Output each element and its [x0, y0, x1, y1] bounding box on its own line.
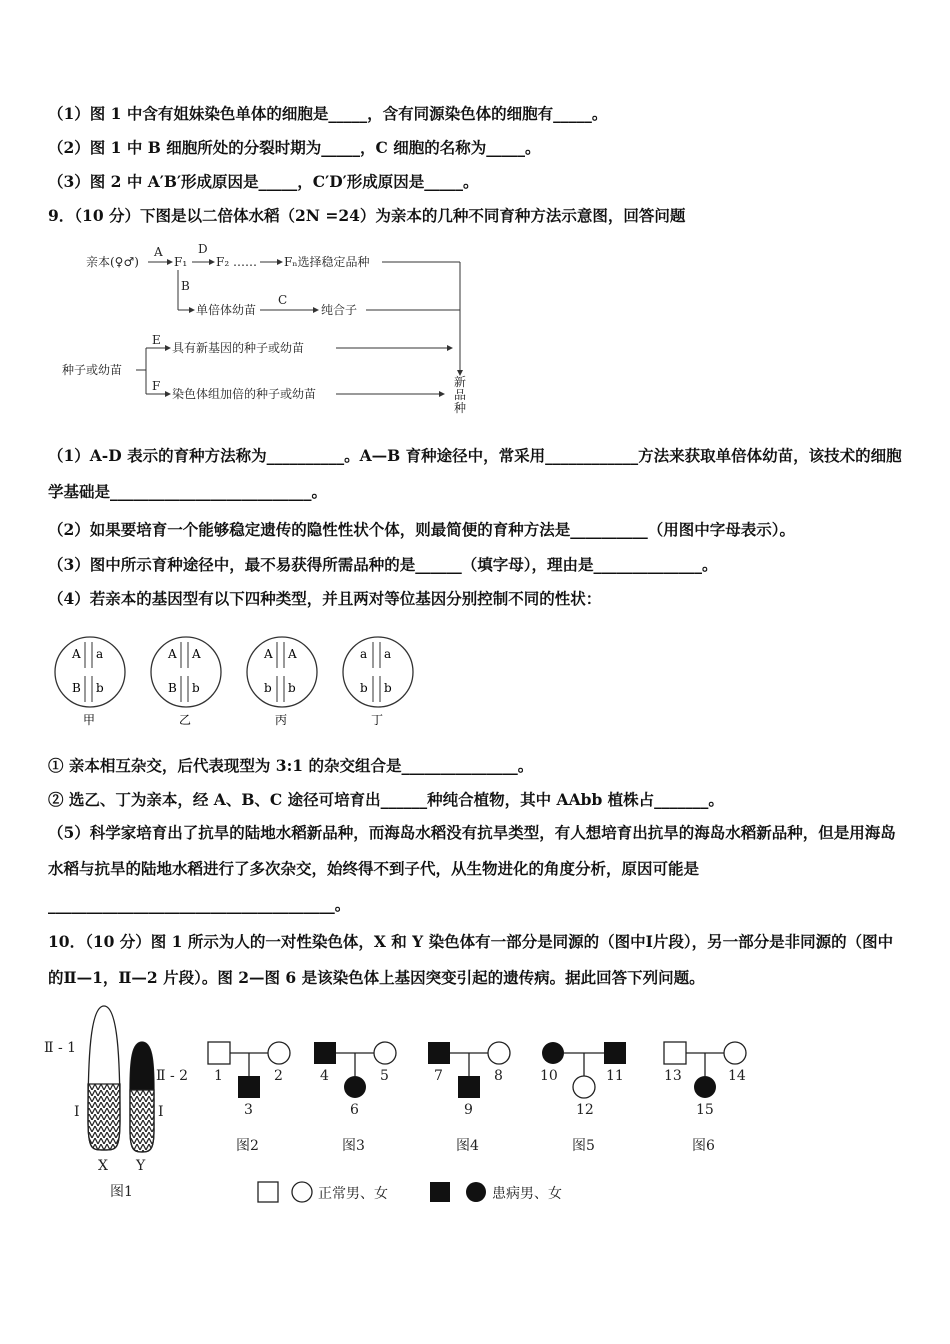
fig6-caption: 图6 [692, 1138, 715, 1154]
newvar-1: 新 [454, 375, 467, 389]
cell-yi [151, 637, 221, 727]
q9-sub1: ① 亲本相互杂交，后代表现型为 3:1 的杂交组合是_______________。 [48, 756, 534, 775]
fig6-child-num: 15 [696, 1102, 714, 1118]
label-b: B [181, 279, 190, 293]
cell-jia-bottom-right: b [96, 681, 104, 695]
q9-part5: （5）科学家培育出了抗旱的陆地水稻新品种，而海岛水稻没有抗旱类型，有人想培育出抗旱的海岛水稻新品种，但是用海岛水稻与抗旱的陆地水稻进行了多次杂交，始终得不到子代，从生物进化的角度分析，原因可能是_____________________________________。 [48, 823, 896, 914]
newvar-3: 种 [454, 401, 467, 415]
label-c: C [278, 293, 288, 307]
q8-part1: （1）图 1 中含有姐妹染色单体的细胞是_____，含有同源染色体的细胞有_____。 [48, 104, 608, 123]
fig1-i-right: Ⅰ [158, 1104, 164, 1120]
label-d: D [198, 242, 208, 256]
cell-jia-name: 甲 [83, 713, 96, 727]
fig2-father-num: 1 [214, 1068, 223, 1084]
pedigree-fig2 [208, 1042, 290, 1154]
cell-bing-bottom-right: b [288, 681, 296, 695]
q9-part1: （1）A-D 表示的育种方法称为__________。A—B 育种途径中，常采用____________方法来获取单倍体幼苗，该技术的细胞学基础是__________________________。 [48, 446, 902, 501]
pure-label: 纯合子 [321, 303, 358, 317]
fig3-father-num: 4 [320, 1068, 329, 1084]
pedigree-legend [258, 1182, 562, 1202]
cell-bing [247, 637, 317, 727]
q9-title: 9．（10 分）下图是以二倍体水稻（2N =24）为亲本的几种不同育种方法示意图，回答问题 [48, 206, 686, 225]
label-e: E [152, 333, 161, 347]
fig5-father-num: 10 [540, 1068, 558, 1084]
seed-label: 种子或幼苗 [62, 363, 123, 377]
fig4-child-num: 9 [464, 1102, 473, 1118]
cell-ding [343, 637, 413, 727]
fig5-caption: 图5 [572, 1138, 595, 1154]
f1-label: F₁ [174, 255, 188, 269]
cell-ding-top-right: a [384, 647, 392, 661]
fig2-child-num: 3 [244, 1102, 253, 1118]
q8-part3: （3）图 2 中 A′B′形成原因是_____，C′D′形成原因是_____。 [48, 172, 479, 191]
fig2-mother-num: 2 [274, 1068, 283, 1084]
fig4-mother-num: 8 [494, 1068, 503, 1084]
cell-jia-top-left: A [72, 647, 81, 661]
pedigree-fig4 [428, 1042, 510, 1154]
breeding-diagram [60, 240, 480, 420]
fig1-ii1: Ⅱ - 1 [44, 1040, 77, 1056]
pedigree-fig3 [314, 1042, 396, 1154]
cell-ding-name: 丁 [371, 713, 384, 727]
cell-bing-bottom-left: b [264, 681, 272, 695]
cell-yi-top-right: A [192, 647, 201, 661]
cell-yi-name: 乙 [179, 713, 192, 727]
q9-part2: （2）如果要培育一个能够稳定遗传的隐性性状个体，则最简便的育种方法是__________（用图中字母表示）。 [48, 520, 796, 539]
sex-chromosome-figure [44, 1000, 744, 1210]
legend-affected-label: 患病男、女 [492, 1186, 562, 1202]
cell-jia-bottom-left: B [72, 681, 81, 695]
cell-ding-bottom-right: b [384, 681, 392, 695]
newvar-2: 品 [454, 388, 467, 402]
cell-bing-top-right: A [288, 647, 297, 661]
q10-text: 10．（10 分）图 1 所示为人的一对性染色体，X 和 Y 染色体有一部分是同源的（图中Ⅰ片段），另一部分是非同源的（图中的Ⅱ—1，Ⅱ—2 片段）。图 2—图 6 是该染色体上基因突变引起的遗传病。据此回答下列问题。 [48, 932, 894, 987]
cell-yi-top-left: A [168, 647, 177, 661]
cell-ding-top-left: a [360, 647, 368, 661]
fig1-y: Y [136, 1158, 146, 1174]
fig5-mother-num: 11 [606, 1068, 624, 1084]
f2-label: F₂ …… [216, 255, 257, 269]
fig3-caption: 图3 [342, 1138, 365, 1154]
cell-jia [55, 637, 125, 727]
label-f: F [152, 379, 161, 393]
cell-ding-bottom-left: b [360, 681, 368, 695]
fig1-x: X [98, 1158, 108, 1174]
q9-sub2: ② 选乙、丁为亲本，经 A、B、C 途径可培育出______种纯合植物，其中 AAbb 植株占_______。 [48, 790, 724, 809]
fig4-father-num: 7 [434, 1068, 443, 1084]
pedigree-fig5 [540, 1042, 626, 1154]
genotype-cells [52, 632, 432, 728]
q9-part4: （4）若亲本的基因型有以下四种类型，并且两对等位基因分别控制不同的性状： [48, 589, 602, 608]
newgene-label: 具有新基因的种子或幼苗 [172, 341, 305, 355]
label-a: A [154, 245, 163, 259]
fig2-caption: 图2 [236, 1138, 259, 1154]
haploid-label: 单倍体幼苗 [196, 303, 257, 317]
cell-yi-bottom-left: B [168, 681, 177, 695]
legend-normal-label: 正常男、女 [318, 1186, 388, 1202]
fig1-i-left: Ⅰ [74, 1104, 80, 1120]
fig3-mother-num: 5 [380, 1068, 389, 1084]
parent-label: 亲本(♀♂) [86, 255, 139, 269]
fig3-child-num: 6 [350, 1102, 359, 1118]
q9-part3: （3）图中所示育种途径中，最不易获得所需品种的是______（填字母），理由是______________。 [48, 555, 718, 574]
q8-part2: （2）图 1 中 B 细胞所处的分裂时期为_____，C 细胞的名称为_____。 [48, 138, 541, 157]
cell-yi-bottom-right: b [192, 681, 200, 695]
fig6-father-num: 13 [664, 1068, 682, 1084]
fn-label: Fₙ选择稳定品种 [284, 255, 370, 269]
fig6-mother-num: 14 [728, 1068, 746, 1084]
cell-bing-top-left: A [264, 647, 273, 661]
fig4-caption: 图4 [456, 1138, 479, 1154]
fig1-ii2: Ⅱ - 2 [156, 1068, 189, 1084]
cell-jia-top-right: a [96, 647, 104, 661]
doubled-label: 染色体组加倍的种子或幼苗 [172, 387, 317, 401]
fig5-child-num: 12 [576, 1102, 594, 1118]
pedigree-fig6 [664, 1042, 746, 1154]
cell-bing-name: 丙 [275, 713, 288, 727]
fig1-caption: 图1 [110, 1184, 133, 1200]
